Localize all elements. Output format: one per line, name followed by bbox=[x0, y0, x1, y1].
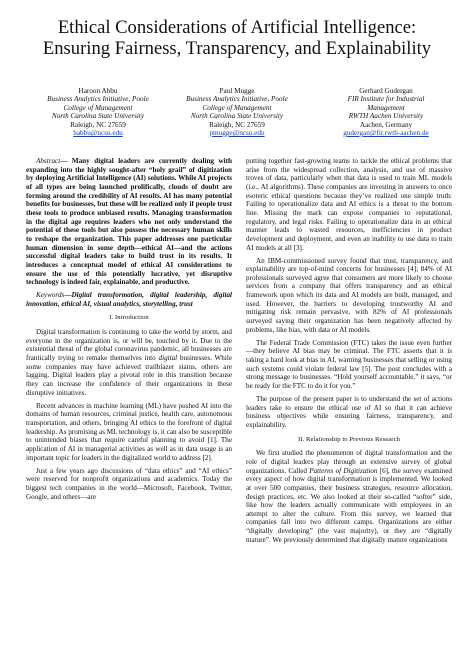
author-affiliation: College of Management bbox=[202, 103, 272, 112]
author-city: Raleigh, NC 27659 bbox=[209, 120, 265, 129]
text-run: businesses. While some companies may have achieved trailblazer status, others are lagging. Digital leaders play a pivotal role in this transition because they can increase the confidence of their organizations in these disruptive initiatives. bbox=[26, 354, 232, 397]
intro-paragraph-3: Just a few years ago discussions of “data ethics” and “AI ethics” were reserved for nonprofit organizations and academics. Today the biggest tech companies in the world—Microsoft, Facebook, Twitter, Google, and others—are bbox=[26, 466, 232, 501]
title-line-1: Ethical Considerations of Artificial Intelligence: bbox=[57, 17, 417, 38]
author-city: Raleigh, NC 27659 bbox=[70, 120, 126, 129]
right-column bbox=[246, 157, 452, 549]
abstract-text: — Many digital leaders are currently dealing with expanding into the highly sought-after “holy grail” of digitization by deploying Artificial Intelligence (AI) solutions. While AI projects of all types are being launched prolifically, clouds of doubt are forming around the credibility of AI results. AI has many potential benefits for businesses, but these will be realized only if people trust these tools to produce unbiased results. Managing transformation in the digital age requires leaders who not only understand the potential of these tools but also possess the necessary human skills to reshape the organization. This paper addresses one particular human dimension in some depth—ethical AI—and the actions successful digital leaders take to build trust in its results. It introduces a conceptual model of ethical AI considerations to ensure the use of this potentially lucrative, yet disruptive technology is indeed fair, explainable, and productive. bbox=[26, 157, 232, 287]
author-affiliation: Business Analytics Initiative, Poole bbox=[47, 95, 149, 104]
author-affiliation: College of Management bbox=[63, 103, 133, 112]
keywords-label: Keywords bbox=[36, 291, 65, 300]
author-affiliation: North Carolina State University bbox=[190, 112, 284, 121]
author-affiliation: Management bbox=[367, 103, 405, 112]
text-run: Digital transformation is continuing to take the world by storm, and everyone in the organization is, or will be, touched by it. Due to the existential threat of the global coronavirus pandemic, all businesses are frantically trying to remake themselves into bbox=[26, 328, 232, 363]
abstract bbox=[26, 157, 232, 287]
author-name: Gerhard Gudergan bbox=[359, 87, 413, 95]
author-3 bbox=[316, 87, 456, 137]
author-email-link[interactable]: habbu@ncsu.edu bbox=[73, 129, 123, 138]
body-paragraph-4: The purpose of the present paper is to understand the set of actions leaders take to ensure the ethical use of AI so that it can achieve business objectives while ensuring fairness, transparency, and explainability. bbox=[246, 394, 452, 429]
body-paragraph-5 bbox=[246, 449, 452, 544]
paper-title bbox=[20, 17, 454, 59]
keywords-text: —Digital transformation, digital leadership, digital innovation, ethical AI, visual analytics, storytelling, trust bbox=[26, 291, 232, 308]
author-city: Aachen, Germany bbox=[359, 120, 413, 129]
title-line-2: Ensuring Fairness, Transparency, and Explainability bbox=[42, 38, 432, 59]
emphasis: Patterns of Digitization bbox=[309, 466, 378, 475]
body-paragraph-1: putting together fast-growing teams to tackle the ethical problems that arise from the widespread collection, analysis, and use of massive troves of data, particularly when that data is used to train ML models (i.e., AI algorithms). These companies are investing in answers to once esoteric ethical questions because they’ve realized one simple truth: Failing to operationalize data and AI ethics is a threat to the bottom line. Missing the mark can expose companies to reputational, regulatory, and legal risks. Failing to operationalize data in an ethical manner leads to wasted resources, inefficiencies in product development and deployment, and even an inability to use data to train AI models at all [3]. bbox=[246, 157, 452, 252]
section-heading-previous-research: II. Relationship to Previous Research bbox=[297, 435, 401, 443]
keywords bbox=[26, 291, 232, 308]
body-paragraph-3: The Federal Trade Commission (FTC) takes the issue even further—they believe AI bias may be criminal. The FTC asserts that it is taking a hard look at bias in AI, warning businesses that selling or using such systems could violate federal law [5]. The post concludes with a strong message to businesses. “Hold yourself accountable,” it says, “or be ready for the FTC to do it for you.” bbox=[246, 338, 452, 390]
author-affiliation: North Carolina State University bbox=[51, 112, 145, 121]
left-column bbox=[26, 157, 232, 505]
author-1 bbox=[28, 87, 168, 137]
section-heading-introduction: I. Introduction bbox=[109, 314, 149, 322]
text-run: [6], the survey examined every aspect of how digital transformation is implemented. We looked at over 500 companies, their business strategies, resource allocation, design practices, etc. We also looked at their so-called “softer” side, like how the leaders actually communicate with employees in an attempt to alter the culture. From this survey, we learned that companies fall into two different camps. Organizations are either “digitally developing” (the vast majority), or they are “digitally mature”. We previously determined that digitally mature organizations bbox=[246, 466, 452, 544]
author-affiliation: FIR Institute for Industrial bbox=[347, 95, 425, 104]
author-email-link[interactable]: gudergan@fir.rwth-aachen.de bbox=[343, 129, 429, 138]
author-name: Haroon Abbu bbox=[78, 87, 118, 95]
intro-paragraph-2: Recent advances in machine learning (ML) have pushed AI into the domains of human resources, criminal justice, health care, autonomous transportation, and others, bringing AI ethics to the forefront of digital leadership. As promising as ML technology is, it can also be susceptible to unintended biases that require careful planning to avoid [1]. The application of AI in managerial activities as well as in data usage is an important topic for leaders in the digitalized world to address [2]. bbox=[26, 401, 232, 462]
author-affiliation: Business Analytics Initiative, Poole bbox=[186, 95, 288, 104]
text-run: We first studied the phenomenon of digital transformation and the role of digital leaders play through an extensive survey of global organizations. Called bbox=[246, 449, 452, 475]
author-name: Paul Mugge bbox=[219, 87, 255, 95]
body-paragraph-2: An IBM-commissioned survey found that trust, transparency, and explainability are top-of-mind concerns for businesses [4]; 84% of AI professionals surveyed agree that consumers are more likely to choose services from a company that offers transparency and an ethical framework upon which its data and AI models are built, managed, and used. However, the barriers to developing trustworthy AI and mitigating risk remain pervasive, with 82% of AI professionals surveyed saying their organization has been negatively affected by problems, like bias, with data or AI models. bbox=[246, 256, 452, 334]
emphasis: digital bbox=[158, 354, 178, 363]
author-email-link[interactable]: pmugge@ncsu.edu bbox=[209, 129, 265, 138]
author-2 bbox=[166, 87, 308, 137]
intro-paragraph-1 bbox=[26, 328, 232, 397]
author-affiliation: RWTH Aachen University bbox=[348, 112, 424, 121]
abstract-label: Abstract bbox=[36, 157, 61, 165]
